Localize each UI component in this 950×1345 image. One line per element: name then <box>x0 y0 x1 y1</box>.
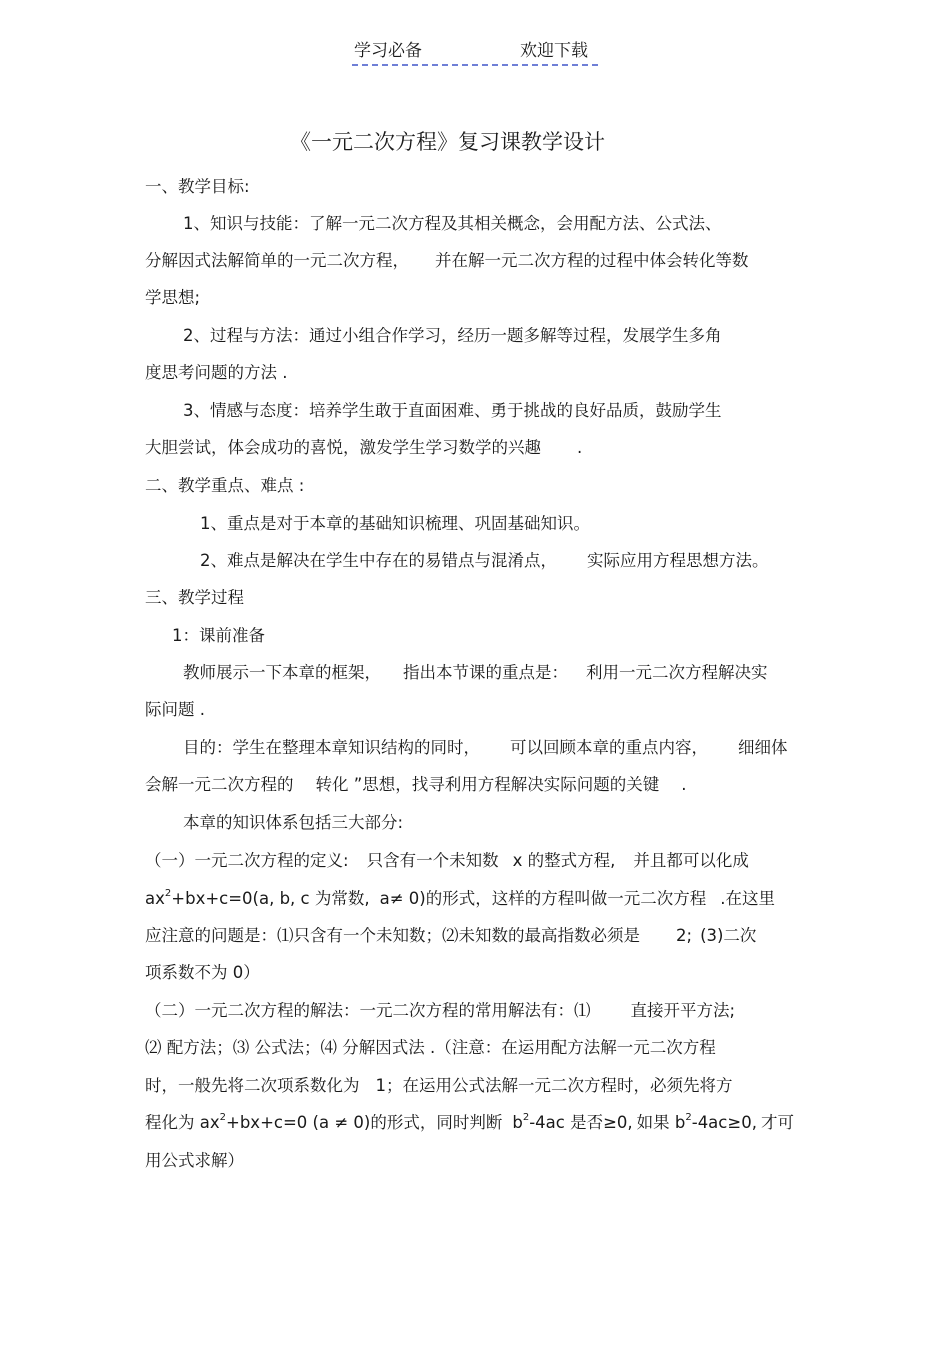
solution-line-3-part-a: 时，一般先将二次项系数化为 <box>145 1076 360 1095</box>
solution-line-4-part-h: 才可 <box>760 1113 794 1132</box>
key-point-item: 1、重点是对于本章的基础知识梳理、巩固基础知识。 <box>200 514 590 533</box>
solution-line-3 <box>145 1075 733 1097</box>
paragraph-2-part-a: 目的：学生在整理本章知识结构的同时， <box>183 738 480 757</box>
solution-exponent-2: 2 <box>522 1112 530 1123</box>
solution-line-1-part-b: 直接开平方法; <box>630 1001 736 1020</box>
definition-line-1-part-c: x 的整式方程, <box>512 851 616 870</box>
header-left-text: 学习必备 <box>354 41 422 61</box>
definition-line-2-part-c: a≠ 0) <box>379 889 426 908</box>
definition-line-3-part-a: 应注意的问题是：⑴只含有一个未知数；⑵未知数的最高指数必须是 <box>145 926 640 945</box>
solution-exponent-3: 2 <box>685 1112 692 1123</box>
solution-line-5: 用公式求解） <box>145 1151 244 1170</box>
objective-3-line-1: 3、情感与态度：培养学生敢于直面困难、勇于挑战的良好品质，鼓励学生 <box>183 401 722 420</box>
definition-line-2-part-d: 的形式，这样的方程叫做一元二次方程 <box>425 889 707 908</box>
definition-exponent: 2 <box>164 888 172 899</box>
paragraph-2-line-2 <box>145 774 687 796</box>
objective-1-line-3: 学思想; <box>145 288 201 307</box>
objective-1-line-2-part-a: 分解因式法解简单的一元二次方程， <box>145 251 409 270</box>
solution-line-1 <box>145 1000 735 1022</box>
definition-line-1-part-a: （一）一元二次方程的定义: <box>145 851 349 870</box>
definition-line-3-part-b: 2; <box>676 926 693 945</box>
document-title-text: 《一元二次方程》复习课教学设计 <box>290 130 605 154</box>
paragraph-2-part-c: 细细体 <box>738 738 788 757</box>
definition-line-4: 项系数不为 0） <box>145 963 260 982</box>
definition-line-1-part-d: 并且都可以化成 <box>633 851 749 870</box>
definition-line-3-part-c: (3)二次 <box>700 926 757 945</box>
solution-line-4-part-f: 如果 b <box>636 1113 686 1132</box>
header-right-text: 欢迎下载 <box>520 41 588 61</box>
objective-2-line-1: 2、过程与方法：通过小组合作学习，经历一题多解等过程，发展学生多角 <box>183 326 722 345</box>
section-2-heading: 二、教学重点、难点 : <box>145 476 305 495</box>
objective-1-line-2-part-b: 并在解一元二次方程的过程中体会转化等数 <box>435 251 749 270</box>
definition-line-2-part-e: .在这里 <box>720 889 775 908</box>
subsection-1-heading: 1：课前准备 <box>172 626 265 645</box>
paragraph-1-line-1 <box>183 662 768 684</box>
objective-3-line-2-part-b: . <box>577 438 583 457</box>
definition-line-1 <box>145 850 749 872</box>
paragraph-2-line-2-part-c: . <box>681 775 687 794</box>
definition-line-2 <box>145 888 775 913</box>
paragraph-1-part-b: 指出本节课的重点是： <box>403 663 568 682</box>
solution-exponent-1: 2 <box>219 1112 226 1123</box>
definition-line-3 <box>145 925 756 947</box>
difficult-point-item <box>200 550 769 572</box>
solution-line-4-part-a: 程化为 ax <box>145 1113 220 1132</box>
paragraph-2-line-2-part-a: 会解一元二次方程的 <box>145 775 294 794</box>
paragraph-1-line-2: 际问题 . <box>145 700 205 719</box>
paragraph-1-part-c: 利用一元二次方程解决实 <box>586 663 768 682</box>
objective-2-line-2: 度思考问题的方法 . <box>145 363 288 382</box>
solution-line-4-part-c: 的形式，同时判断 <box>370 1113 503 1132</box>
solution-line-4 <box>145 1112 794 1137</box>
paragraph-2-line-2-part-b: 转化 ”思想，找寻利用方程解决实际问题的关键 <box>315 775 660 794</box>
objective-3-line-2 <box>145 437 582 459</box>
document-title <box>0 128 950 156</box>
paragraph-3: 本章的知识体系包括三大部分: <box>183 813 404 832</box>
difficult-point-part-b: 实际应用方程思想方法。 <box>587 551 769 570</box>
page-header <box>352 40 598 66</box>
objective-1-line-2 <box>145 250 749 272</box>
paragraph-2-line-1 <box>183 737 788 759</box>
definition-line-2-part-b: +bx+c=0(a, b, c 为常数, <box>171 889 370 908</box>
section-1-heading: 一、教学目标: <box>145 177 250 196</box>
definition-line-2-part-a: ax <box>145 889 165 908</box>
objective-3-line-2-part-a: 大胆尝试，体会成功的喜悦，激发学生学习数学的兴趣 <box>145 438 541 457</box>
solution-line-4-part-b: +bx+c=0 (a ≠ 0) <box>226 1113 371 1132</box>
difficult-point-part-a: 2、难点是解决在学生中存在的易错点与混淆点， <box>200 551 557 570</box>
solution-line-4-part-e: -4ac 是否≥0, <box>529 1113 633 1132</box>
objective-1-line-1: 1、知识与技能：了解一元二次方程及其相关概念，会用配方法、公式法、 <box>183 214 722 233</box>
paragraph-1-part-a: 教师展示一下本章的框架， <box>183 663 381 682</box>
section-3-heading: 三、教学过程 <box>145 588 244 607</box>
solution-line-4-part-d: b <box>512 1113 523 1132</box>
definition-line-1-part-b: 只含有一个未知数 <box>366 851 499 870</box>
solution-line-4-part-g: -4ac≥0, <box>691 1113 757 1132</box>
paragraph-2-part-b: 可以回顾本章的重点内容， <box>510 738 708 757</box>
solution-line-2: ⑵ 配方法；⑶ 公式法；⑷ 分解因式法 .（注意：在运用配方法解一元二次方程 <box>145 1038 716 1057</box>
solution-line-1-part-a: （二）一元二次方程的解法：一元二次方程的常用解法有：⑴ <box>145 1001 591 1020</box>
solution-line-3-part-b: 1；在运用公式法解一元二次方程时，必须先将方 <box>375 1076 733 1095</box>
